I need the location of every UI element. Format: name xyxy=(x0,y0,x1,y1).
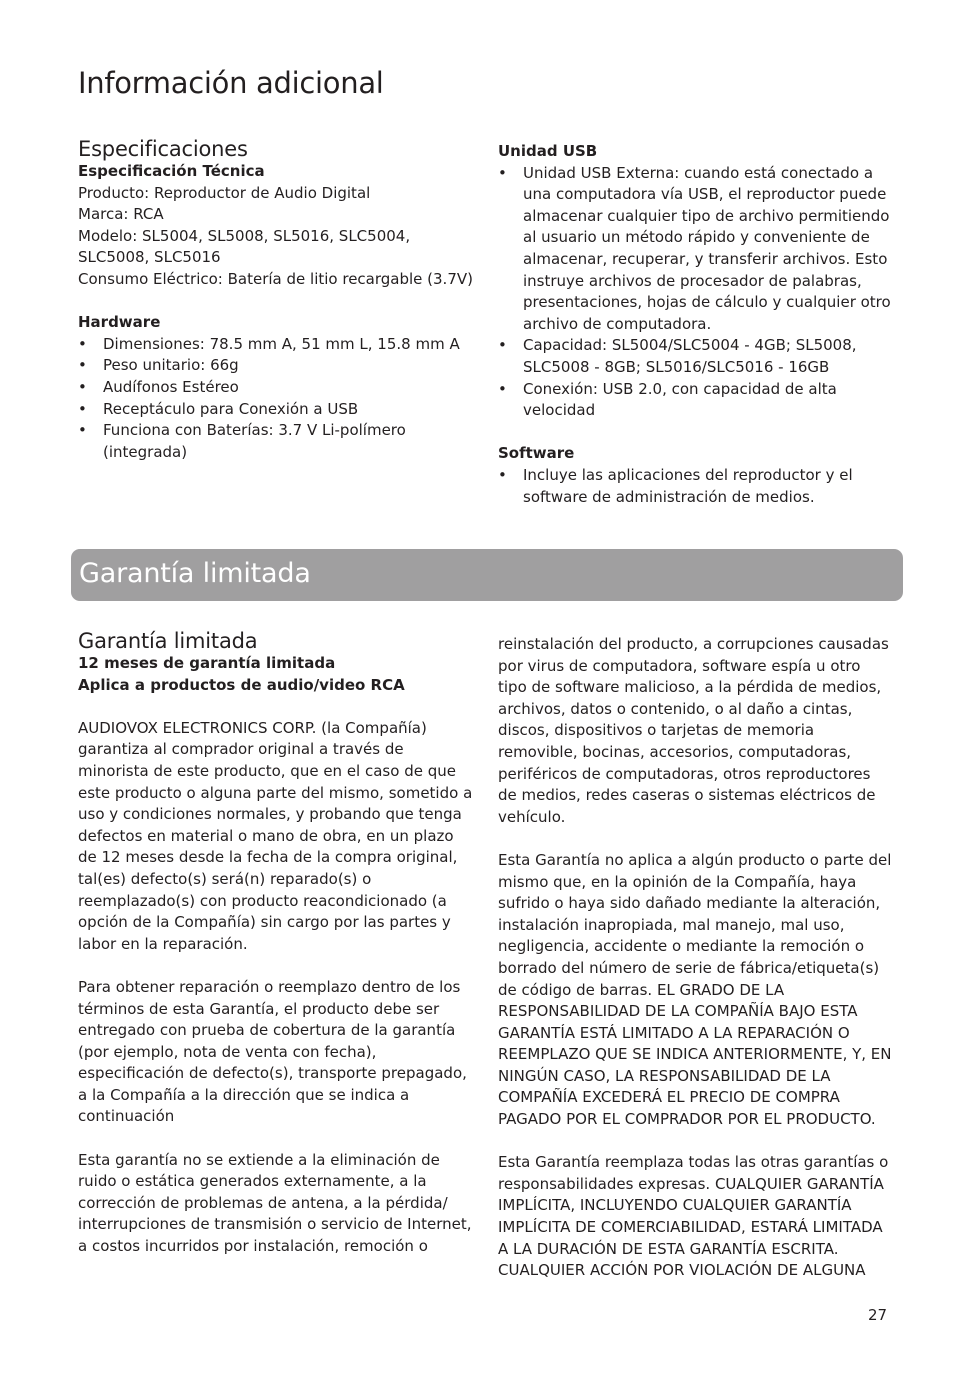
warranty-paragraph: reinstalación del producto, a corrupciones causadas por virus de computadora, software espía u otro tipo de software malicioso, a la pérdida de medios, archivos, datos o contenido, o al daño a cintas, discos, dispositivos o tarjetas de memoria removible, bocinas, accesorios, computadoras, periféricos de computadoras, otros reproductores de medios, redes caseras o sistemas eléctricos de vehículo. xyxy=(498,635,889,826)
software-list xyxy=(498,465,893,508)
section-band xyxy=(71,549,903,601)
page-title: Información adicional xyxy=(78,66,384,100)
spec-model: Modelo: SL5004, SL5008, SL5016, SLC5004, SLC5008, SLC5016 xyxy=(78,226,411,267)
spec-power: Consumo Eléctrico: Batería de litio recargable (3.7V) xyxy=(78,269,473,288)
section-band-title: Garantía limitada xyxy=(79,558,311,589)
list-item: • Dimensiones: 78.5 mm A, 51 mm L, 15.8 mm A xyxy=(78,334,473,356)
usb-heading: Unidad USB xyxy=(498,142,598,160)
list-item: • Receptáculo para Conexión a USB xyxy=(78,399,473,421)
tech-spec-heading: Especificación Técnica xyxy=(78,162,265,180)
spec-product: Producto: Reproductor de Audio Digital xyxy=(78,183,371,202)
software-heading: Software xyxy=(498,444,575,463)
warranty-paragraph: Esta Garantía no aplica a algún producto o parte del mismo que, en la opinión de la Compañía, haya sufrido o haya sido dañado mediante la alteración, instalación inapropiada, mal manejo, mal uso, negligencia, accidente o mediante la remoción o borrado del número de serie de fábrica/etiqueta(s) de código de barras. EL GRADO DE LA RESPONSABILIDAD DE LA COMPAÑÍA BAJO ESTA GARANTÍA ESTÁ LIMITADO A LA REPARACIÓN O REEMPLAZO QUE SE INDICA ANTERIORMENTE, Y, EN NINGÚN CASO, LA RESPONSABILIDAD DE LA COMPAÑÍA EXCEDERÁ EL PRECIO DE COMPRA PAGADO POR EL COMPRADOR POR EL PRODUCTO. xyxy=(498,850,892,1129)
list-item: • Peso unitario: 66g xyxy=(78,355,473,377)
list-item: • Funciona con Baterías: 3.7 V Li-polímero (integrada) xyxy=(78,420,473,463)
warranty-paragraph: Para obtener reparación o reemplazo dentro de los términos de esta Garantía, el producto debe ser entregado con prueba de cobertura de la garantía (por ejemplo, nota de venta con fecha), especificación de defecto(s), transporte prepagado, a la Compañía a la dirección que se indica a continuación xyxy=(78,977,467,1126)
specs-right-column xyxy=(498,141,893,508)
list-item: • Incluye las aplicaciones del reproductor y el software de administración de medios. xyxy=(498,465,893,508)
spec-brand: Marca: RCA xyxy=(78,205,164,224)
page-number: 27 xyxy=(868,1306,888,1324)
warranty-subheading-1: 12 meses de garantía limitada xyxy=(78,654,336,672)
warranty-left-column xyxy=(78,629,473,1258)
list-item: • Unidad USB Externa: cuando está conectado a una computadora vía USB, el reproductor puede almacenar cualquier tipo de archivo permitiendo al usuario un método rápido y conveniente de almacenar, recuperar, y transferir archivos. Esto instruye archivos de procesador de palabras, presentaciones, hojas de cálculo y cualquier otro archivo de computadora. xyxy=(498,163,893,336)
specs-left-column xyxy=(78,137,473,463)
list-item: • Conexión: USB 2.0, con capacidad de alta velocidad xyxy=(498,379,893,422)
list-item: • Capacidad: SL5004/SLC5004 - 4GB; SL5008, SLC5008 - 8GB; SL5016/SLC5016 - 16GB xyxy=(498,335,893,378)
hardware-list xyxy=(78,334,473,464)
warranty-heading: Garantía limitada xyxy=(78,629,258,653)
list-item: • Audífonos Estéreo xyxy=(78,377,473,399)
warranty-subheading-2: Aplica a productos de audio/video RCA xyxy=(78,675,405,694)
warranty-right-column xyxy=(498,634,893,1282)
usb-list xyxy=(498,163,893,422)
warranty-paragraph: Esta garantía no se extiende a la eliminación de ruido o estática generados externamente, a la corrección de problemas de antena, a la pérdida/ interrupciones de transmisión o servicio de Internet, a costos incurridos por instalación, remoción o xyxy=(78,1150,472,1256)
hardware-heading: Hardware xyxy=(78,313,161,332)
warranty-paragraph: Esta Garantía reemplaza todas las otras garantías o responsabilidades expresas. CUALQUIER GARANTÍA IMPLÍCITA, INCLUYENDO CUALQUIER GARANTÍA IMPLÍCITA DE COMERCIABILIDAD, ESTARÁ LIMITADA A LA DURACIÓN DE ESTA GARANTÍA ESCRITA. CUALQUIER ACCIÓN POR VIOLACIÓN DE ALGUNA xyxy=(498,1153,889,1280)
specs-heading: Especificaciones xyxy=(78,137,248,161)
warranty-paragraph: AUDIOVOX ELECTRONICS CORP. (la Compañía) garantiza al comprador original a través de minorista de este producto, que en el caso de que este producto o alguna parte del mismo, sometido a uso y condiciones normales, y probando que tenga defectos en material o mano de obra, en un plazo de 12 meses desde la fecha de la compra original, tal(es) defecto(s) será(n) reparado(s) o reemplazado(s) con producto reacondicionado (a opción de la Compañía) sin cargo por las partes y labor en la reparación. xyxy=(78,718,473,953)
